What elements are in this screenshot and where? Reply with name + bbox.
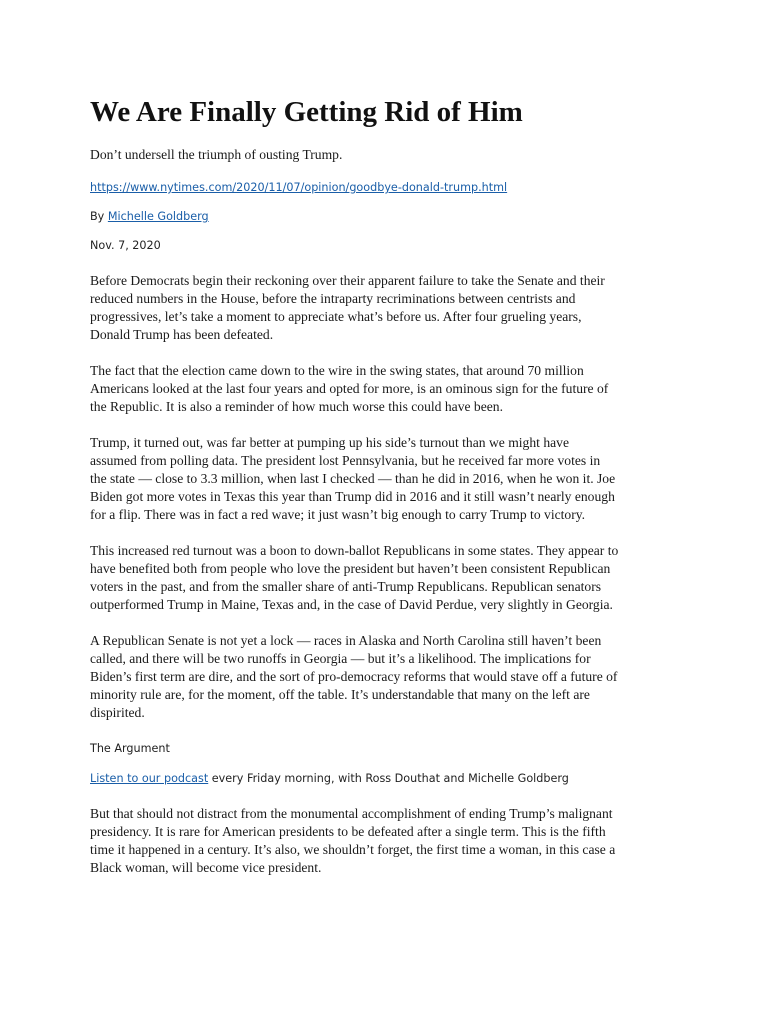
paragraph-line: This increased red turnout was a boon to down-ballot Republicans in some states. They appear to xyxy=(90,543,619,558)
paragraph xyxy=(90,362,690,416)
paragraph-line: Before Democrats begin their reckoning over their apparent failure to take the Senate and their xyxy=(90,273,605,288)
podcast-link[interactable]: Listen to our podcast xyxy=(90,772,209,785)
paragraph-line: the Republic. It is also a reminder of how much worse this could have been. xyxy=(90,399,503,414)
paragraph-line: reduced numbers in the House, before the intraparty recriminations between centrists and xyxy=(90,291,576,306)
author-link[interactable]: Michelle Goldberg xyxy=(107,210,209,223)
paragraph xyxy=(90,272,690,344)
paragraph-line: called, and there will be two runoffs in Georgia — but it’s a likelihood. The implications for xyxy=(90,651,591,666)
article-subtitle: Don’t undersell the triumph of ousting Trump. xyxy=(90,147,343,162)
paragraph-line: the state — close to 3.3 million, when last I checked — than he did in 2016, when he won it. Joe xyxy=(90,471,616,486)
byline xyxy=(90,208,690,225)
paragraph-line: voters in the past, and from the smaller share of anti-Trump Republicans. Republican senators xyxy=(90,579,602,594)
paragraph xyxy=(90,434,690,524)
paragraph-line: assumed from polling data. The president lost Pennsylvania, but he received far more votes in xyxy=(90,453,601,468)
paragraph-line: time it happened in a century. It’s also, we shouldn’t forget, the first time a woman, in this case a xyxy=(90,842,616,857)
paragraph-line: Donald Trump has been defeated. xyxy=(90,327,274,342)
article-body xyxy=(90,92,690,895)
paragraph xyxy=(90,542,690,614)
paragraph-line: The fact that the election came down to the wire in the swing states, that around 70 million xyxy=(90,363,584,378)
paragraph-line: dispirited. xyxy=(90,705,145,720)
paragraph-line: Trump, it turned out, was far better at pumping up his side’s turnout than we might have xyxy=(90,435,569,450)
paragraph-line: outperformed Trump in Maine, Texas and, in the case of David Perdue, very slightly in Georgia. xyxy=(90,597,613,612)
paragraph xyxy=(90,805,690,877)
paragraph-line: presidency. It is rare for American presidents to be defeated after a single term. This is the fifth xyxy=(90,824,606,839)
paragraph-line: Black woman, will become vice president. xyxy=(90,860,322,875)
podcast-promo xyxy=(90,770,690,787)
paragraph-line: Americans looked at the last four years and opted for more, is an ominous sign for the future of xyxy=(90,381,609,396)
paragraph-line: Biden got more votes in Texas this year than Trump did in 2016 and it still wasn’t nearly enough xyxy=(90,489,615,504)
paragraph-line: progressives, let’s take a moment to appreciate what’s before us. After four grueling years, xyxy=(90,309,582,324)
article-title: We Are Finally Getting Rid of Him xyxy=(90,96,523,128)
publish-date: Nov. 7, 2020 xyxy=(90,239,161,252)
article-url-line xyxy=(90,179,690,196)
section-label: The Argument xyxy=(90,742,170,755)
paragraph-line: A Republican Senate is not yet a lock — races in Alaska and North Carolina still haven’t been xyxy=(90,633,602,648)
paragraph xyxy=(90,632,690,722)
paragraph-line: have benefited both from people who love the president but haven’t been consistent Republican xyxy=(90,561,611,576)
podcast-promo-text: every Friday morning, with Ross Douthat and Michelle Goldberg xyxy=(208,772,569,785)
paragraph-line: But that should not distract from the monumental accomplishment of ending Trump’s malignant xyxy=(90,806,613,821)
paragraph-line: minority rule are, for the moment, off the table. It’s understandable that many on the left are xyxy=(90,687,590,702)
paragraph-line: Biden’s first term are dire, and the sort of pro-democracy reforms that would stave off a future of xyxy=(90,669,618,684)
paragraph-line: for a flip. There was in fact a red wave; it just wasn’t big enough to carry Trump to victory. xyxy=(90,507,586,522)
article-url-link[interactable]: https://www.nytimes.com/2020/11/07/opinion/goodbye-donald-trump.html xyxy=(90,181,508,194)
byline-prefix: By xyxy=(90,210,108,223)
